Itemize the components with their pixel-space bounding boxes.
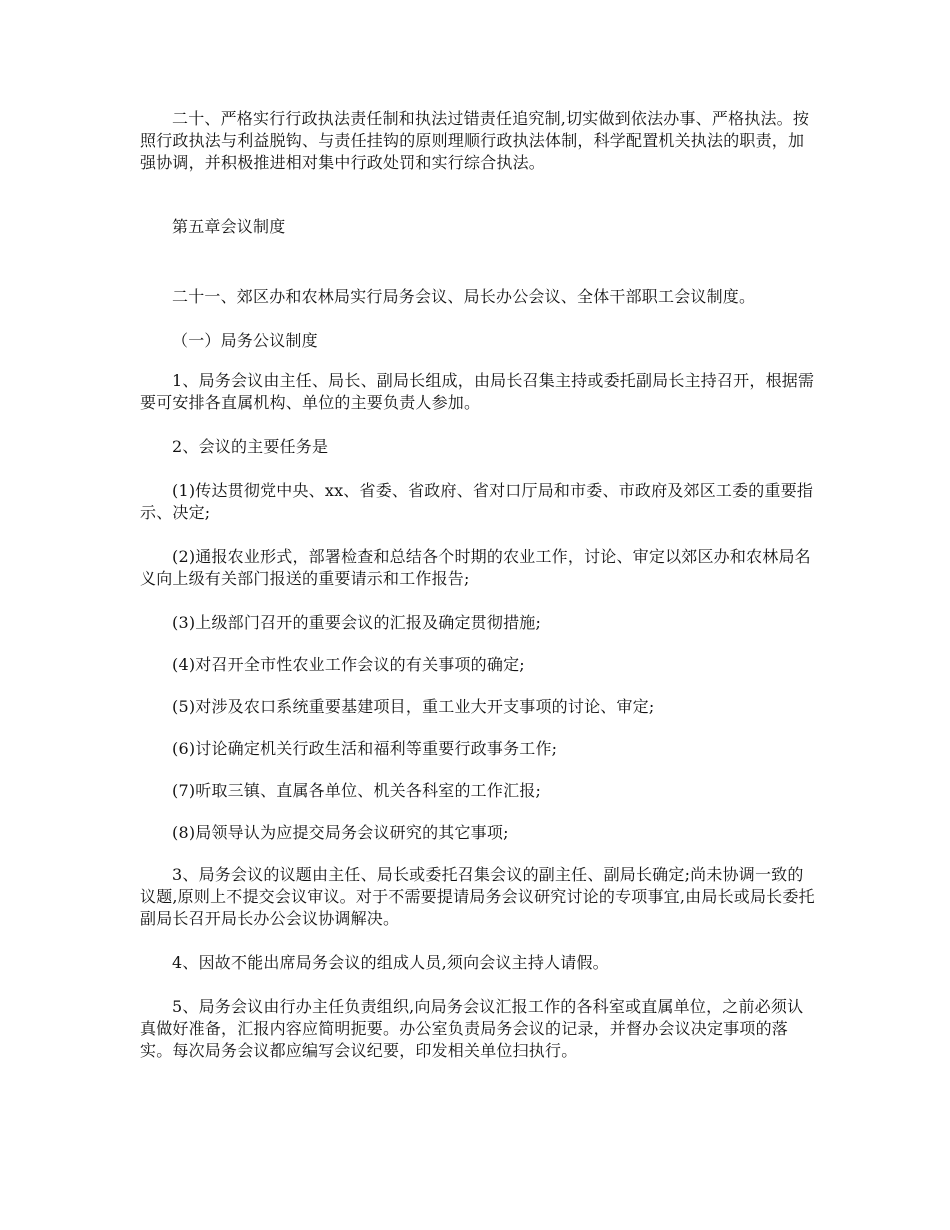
paragraph-subitem-3: (3)上级部门召开的重要会议的汇报及确定贯彻措施;: [172, 613, 542, 632]
paragraph-item-1: 1、局务会议由主任、局长、副局长组成，由局长召集主持或委托副局长主持召开，根据需要可安排各直属机构、单位的主要负责人参加。: [140, 371, 815, 412]
paragraph-item-2: 2、会议的主要任务是: [172, 437, 329, 456]
paragraph-item-5: 5、局务会议由行办主任负责组织,向局务会议汇报工作的各科室或直属单位，之前必须认真做好准备，汇报内容应简明扼要。办公室负责局务会议的记录，并督办会议决定事项的落实。每次局务会议都应编写会议纪要，印发相关单位扫执行。: [140, 997, 804, 1060]
paragraph-subitem-8: (8)局领导认为应提交局务会议研究的其它事项;: [172, 823, 509, 842]
paragraph-item-3: 3、局务会议的议题由主任、局长或委托召集会议的副主任、副局长确定;尚未协调一致的议题,原则上不提交会议审议。对于不需要提请局务会议研究讨论的专项事宜,由局长或局长委托副局长召开局长办公会议协调解决。: [140, 865, 815, 928]
paragraph-item-4: 4、因故不能出席局务会议的组成人员,须向会议主持人请假。: [172, 953, 609, 972]
paragraph-article-20: 二十、严格实行行政执法责任制和执法过错责任追究制,切实做到依法办事、严格执法。按照行政执法与利益脱钩、与责任挂钩的原则理顺行政执法体制，科学配置机关执法的职责，加强协调，并积极推进相对集中行政处罚和实行综合执法。: [140, 109, 810, 172]
paragraph-subitem-1: (1)传达贯彻党中央、xx、省委、省政府、省对口厅局和市委、市政府及郊区工委的重要指示、决定;: [140, 481, 814, 522]
paragraph-subitem-5: (5)对涉及农口系统重要基建项目，重工业大开支事项的讨论、审定;: [172, 697, 655, 716]
paragraph-subitem-2: (2)通报农业形式，部署检查和总结各个时期的农业工作，讨论、审定以郊区办和农林局名义向上级有关部门报送的重要请示和工作报告;: [140, 547, 811, 588]
chapter-heading: 第五章会议制度: [172, 217, 286, 236]
paragraph-subitem-6: (6)讨论确定机关行政生活和福利等重要行政事务工作;: [172, 739, 558, 758]
paragraph-article-21: 二十一、郊区办和农林局实行局务会议、局长办公会议、全体干部职工会议制度。: [172, 287, 756, 306]
document-body: [140, 108, 816, 1084]
section-heading: （一）局务公议制度: [172, 331, 318, 350]
paragraph-subitem-4: (4)对召开全市性农业工作会议的有关事项的确定;: [172, 655, 525, 674]
paragraph-subitem-7: (7)听取三镇、直属各单位、机关各科室的工作汇报;: [172, 781, 542, 800]
